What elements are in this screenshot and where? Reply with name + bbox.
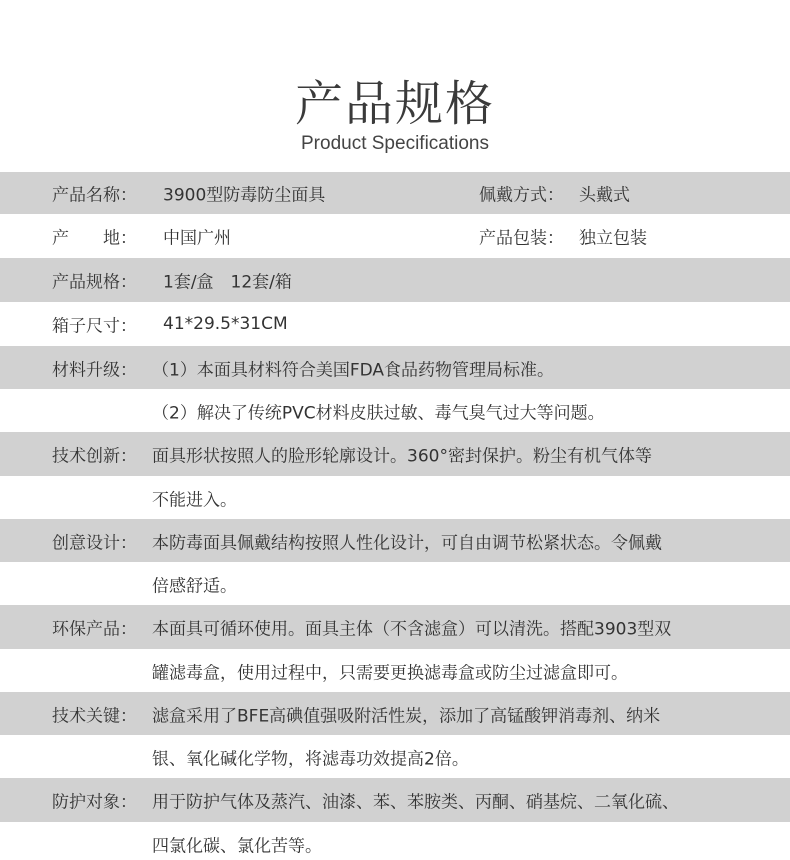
material-text-2: （2）解决了传统PVC材料皮肤过敏、毒气臭气过大等问题。 [152, 403, 605, 423]
spec-label: 产品规格： [52, 272, 137, 293]
eco-label: 环保产品： [52, 619, 137, 640]
row-key-1 [0, 692, 790, 735]
protect-text-2: 四氯化碳、氯化苦等。 [152, 836, 322, 857]
page-subtitle: Product Specifications [301, 133, 489, 154]
package-label: 产品包装： [479, 228, 564, 249]
row-eco-1 [0, 605, 790, 649]
row-design-1 [0, 519, 790, 562]
package-value: 独立包装 [579, 228, 647, 249]
row-material-2 [0, 389, 790, 432]
origin-label: 产 地： [52, 228, 137, 249]
spec-table [0, 172, 790, 860]
eco-text-1: 本面具可循环使用。面具主体（不含滤盒）可以清洗。搭配3903型双 [152, 619, 672, 640]
row-tech-1 [0, 432, 790, 476]
key-text-1: 滤盒采用了BFE高碘值强吸附活性炭，添加了高锰酸钾消毒剂、纳米 [152, 706, 661, 726]
design-text-1: 本防毒面具佩戴结构按照人性化设计，可自由调节松紧状态。令佩戴 [152, 533, 662, 553]
tech-label: 技术创新： [52, 446, 137, 467]
row-box-size [0, 302, 790, 346]
row-tech-2 [0, 476, 790, 519]
box-value: 41*29.5*31CM [163, 314, 288, 334]
row-design-2 [0, 562, 790, 605]
page-title: 产品规格 [294, 76, 495, 132]
design-label: 创意设计： [52, 533, 137, 553]
protect-label: 防护对象： [52, 792, 137, 813]
spec-value: 1套/盒 12套/箱 [163, 272, 292, 293]
key-text-2: 银、氧化碱化学物，将滤毒功效提高2倍。 [152, 749, 469, 769]
key-label: 技术关键： [52, 706, 137, 726]
tech-text-1: 面具形状按照人的脸形轮廓设计。360°密封保护。粉尘有机气体等 [152, 446, 652, 467]
eco-text-2: 罐滤毒盒，使用过程中，只需要更换滤毒盒或防尘过滤盒即可。 [152, 663, 628, 683]
wear-value: 头戴式 [579, 185, 630, 206]
wear-label: 佩戴方式： [479, 185, 564, 206]
row-eco-2 [0, 649, 790, 692]
row-name-wear [0, 172, 790, 214]
row-key-2 [0, 735, 790, 778]
material-label: 材料升级： [52, 360, 137, 380]
name-value: 3900型防毒防尘面具 [163, 185, 326, 206]
design-text-2: 倍感舒适。 [152, 576, 237, 596]
row-material-1 [0, 346, 790, 389]
material-text-1: （1）本面具材料符合美国FDA食品药物管理局标准。 [152, 360, 555, 380]
name-label: 产品名称： [52, 185, 137, 206]
box-label: 箱子尺寸： [52, 316, 137, 337]
origin-value: 中国广州 [163, 228, 231, 249]
row-origin-package [0, 214, 790, 258]
tech-text-2: 不能进入。 [152, 490, 237, 510]
protect-text-1: 用于防护气体及蒸汽、油漆、苯、苯胺类、丙酮、硝基烷、二氧化硫、 [152, 792, 679, 813]
row-spec [0, 258, 790, 302]
row-protect-2 [0, 822, 790, 860]
row-protect-1 [0, 778, 790, 822]
